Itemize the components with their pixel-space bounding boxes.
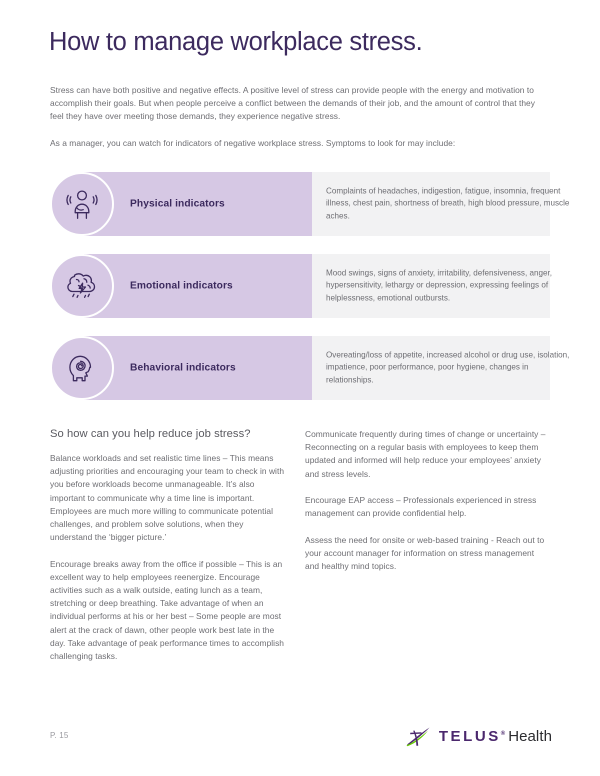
indicator-description: Mood swings, signs of anxiety, irritability, defensiveness, anger, hypersensitivity, lethargy or depression, expressing feelings of helplessness, emotional outbursts. [326, 268, 552, 303]
intro-paragraph-2: As a manager, you can watch for indicators of negative workplace stress. Symptoms to look for may include: [50, 138, 456, 149]
shaking-person-icon [50, 172, 114, 236]
advice-paragraph: Balance workloads and set realistic time lines – This means adjusting priorities and encouraging your team to check in with you before workloads become unmanageable. It’s also important to communicate why a time line is important. Employees are much more willing to communicate potential challenges, and problem solve solutions, when they understand the ‘bigger picture.’ [50, 453, 285, 543]
advice-paragraph: Assess the need for onsite or web-based training - Reach out to your account manager for information on stress management and healthy mind topics. [305, 534, 545, 571]
logo-health-wordmark: Health [508, 727, 552, 745]
intro-section [50, 84, 550, 150]
storm-brain-icon [50, 254, 114, 318]
indicator-label: Behavioral indicators [130, 362, 236, 374]
indicator-label: Physical indicators [130, 198, 225, 210]
logo-telus-wordmark: TELUS® [438, 727, 506, 745]
indicators-list [50, 167, 570, 413]
intro-paragraph-1: Stress can have both positive and negative effects. A positive level of stress can provide people with the energy and motivation to accomplish their goals. But when people perceive a conflict between the demands of their job, and the amount of control that they feel they have over meeting those demands, they experience negative stress. [50, 85, 535, 122]
indicator-card-behavioral [50, 331, 570, 405]
indicator-label: Emotional indicators [130, 280, 233, 292]
page-number: P. 15 [50, 731, 69, 740]
advice-paragraph: Communicate frequently during times of change or uncertainty – Reconnecting on a regular basis with employees to keep them updated and informed will help reduce your employees’ anxiety and stress levels. [305, 429, 546, 479]
page-title: How to manage workplace stress. [49, 28, 423, 56]
telus-swoosh-icon [404, 725, 434, 747]
indicator-card-emotional [50, 249, 550, 323]
telus-health-logo [404, 724, 552, 748]
advice-left-column [50, 452, 285, 663]
advice-paragraph: Encourage breaks away from the office if possible – This is an excellent way to help employees reenergize. Encourage activities such as a walk outside, eating lunch as a team, stretching or deep breathing. Take advantage of when an individual performs at his or her best – Some people are most alert at the crack of dawn, other people work best late in the day. Take advantage of peak performance times to accomplish challenging tasks. [50, 558, 285, 662]
indicator-description: Complaints of headaches, indigestion, fatigue, insomnia, frequent illness, chest pain, shortness of breath, high blood pressure, muscle aches. [326, 186, 570, 221]
advice-paragraph: Encourage EAP access – Professionals experienced in stress management can provide confidential help. [305, 495, 537, 519]
indicator-card-physical [50, 167, 570, 241]
advice-right-column [305, 428, 550, 573]
indicator-description: Overeating/loss of appetite, increased alcohol or drug use, isolation, impatience, poor performance, poor hygiene, changes in relationships. [326, 350, 570, 385]
head-spiral-icon [50, 336, 114, 400]
advice-heading: So how can you help reduce job stress? [50, 428, 251, 440]
registered-mark-icon: ® [500, 730, 506, 737]
